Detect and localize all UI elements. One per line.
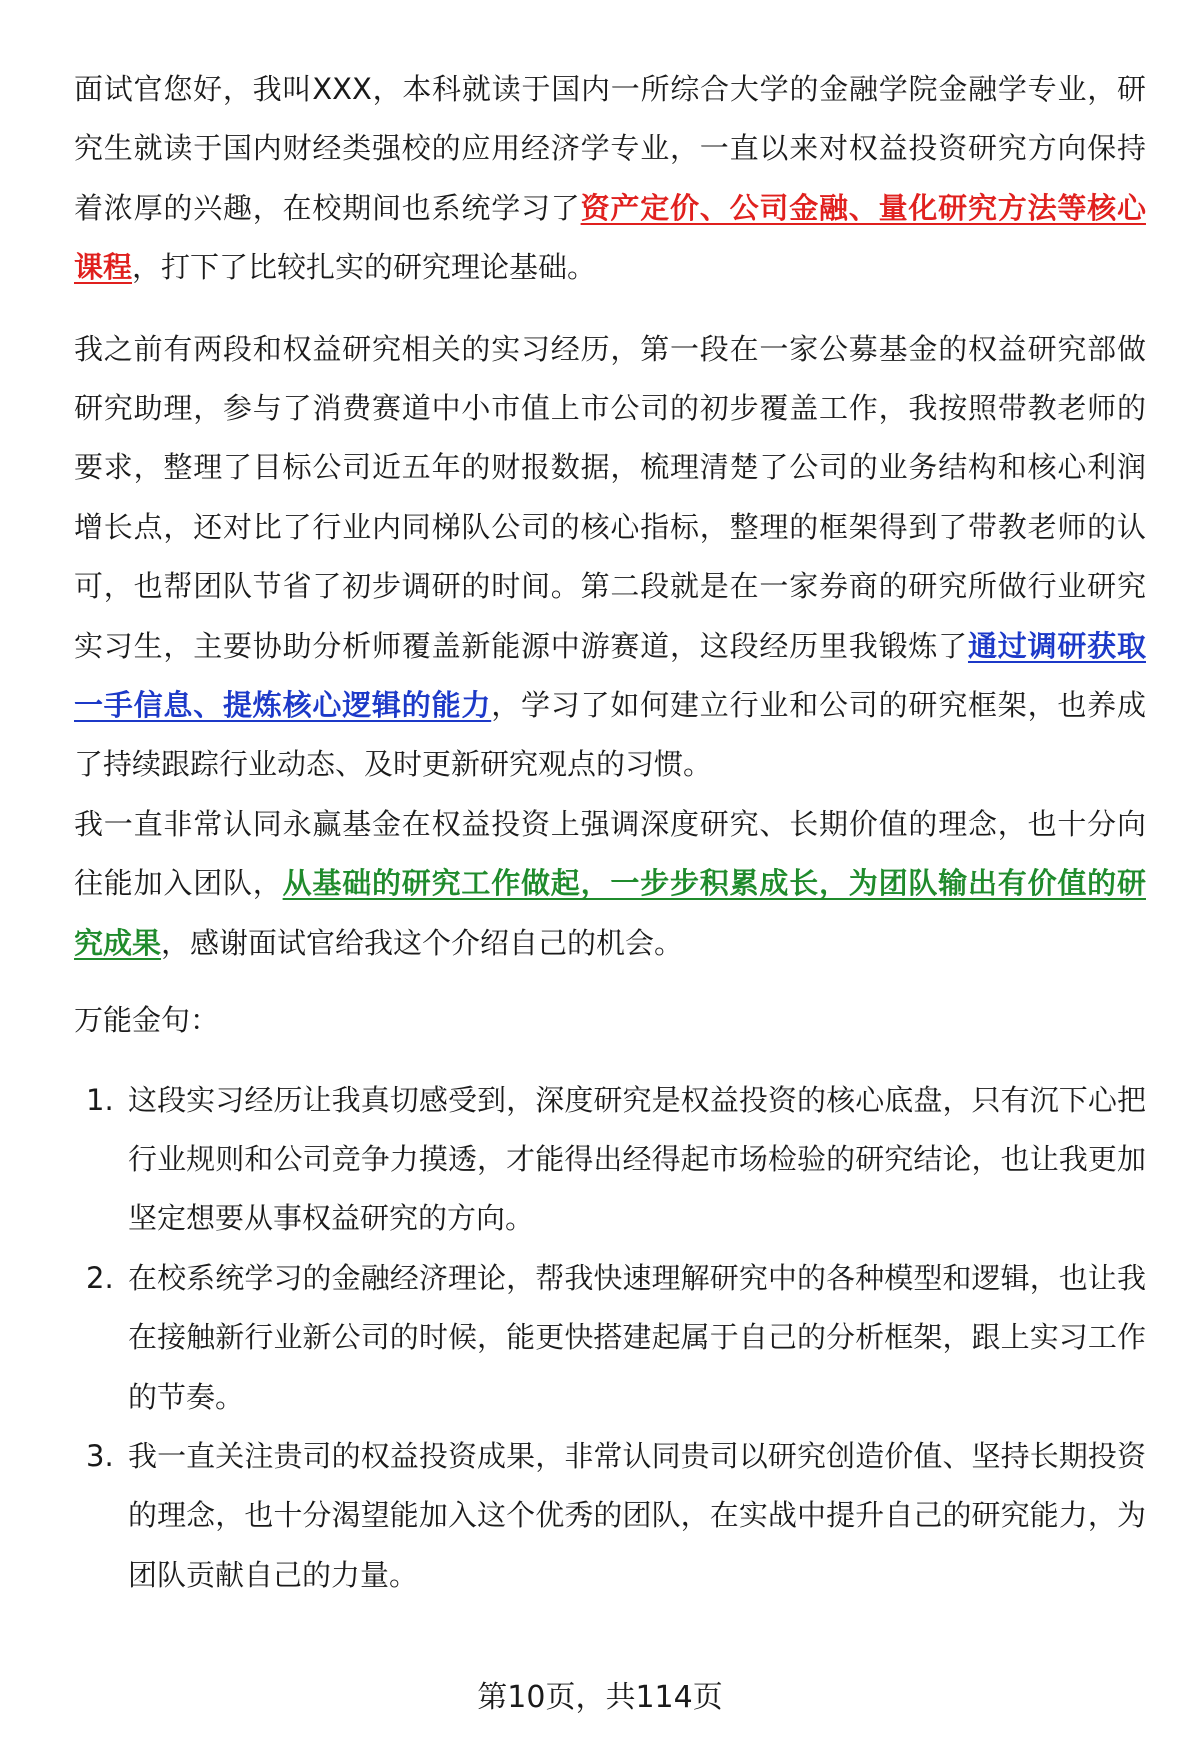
motivation-text-after: ，感谢面试官给我这个介绍自己的机会。	[161, 925, 684, 960]
list-item	[74, 1071, 1146, 1249]
motivation-text-before: 我一直非常认同永赢基金在权益投资上强调深度研究、长期价值的理念，也十分向往能加入团队，	[74, 806, 1146, 901]
list-item-text: 这段实习经历让我真切感受到，深度研究是权益投资的核心底盘，只有沉下心把行业规则和公司竞争力摸透，才能得出经得起市场检验的研究结论，也让我更加坚定想要从事权益研究的方向。	[128, 1082, 1146, 1236]
internship-highlight-blue: 通过调研获取一手信息、提炼核心逻辑的能力	[74, 628, 1146, 723]
intro-paragraph	[74, 60, 1146, 298]
list-item-text: 在校系统学习的金融经济理论，帮我快速理解研究中的各种模型和逻辑，也让我在接触新行业新公司的时候，能更快搭建起属于自己的分析框架，跟上实习工作的节奏。	[128, 1260, 1146, 1414]
motivation-paragraph	[74, 795, 1146, 973]
list-item-number: 3.	[86, 1438, 114, 1473]
list-item	[74, 1249, 1146, 1427]
internship-text-after: ，学习了如何建立行业和公司的研究框架，也养成了持续跟踪行业动态、及时更新研究观点的习惯。	[74, 688, 1146, 782]
page-number-footer: 第10页，共114页	[477, 1680, 723, 1715]
list-item-number: 2.	[86, 1260, 114, 1295]
intro-text-after: ，打下了比较扎实的研究理论基础。	[132, 250, 597, 285]
list-item-number: 1.	[86, 1082, 114, 1117]
list-item	[74, 1427, 1146, 1605]
list-item-text: 我一直关注贵司的权益投资成果，非常认同贵司以研究创造价值、坚持长期投资的理念，也十分渴望能加入这个优秀的团队，在实战中提升自己的研究能力，为团队贡献自己的力量。	[128, 1438, 1146, 1592]
golden-sentences-heading: 万能金句：	[74, 1003, 220, 1038]
intro-text-before: 面试官您好，我叫XXX，本科就读于国内一所综合大学的金融学院金融学专业，研究生就读于国内财经类强校的应用经济学专业，一直以来对权益投资研究方向保持着浓厚的兴趣，在校期间也系统学习了	[74, 72, 1146, 225]
intro-highlight-red: 资产定价、公司金融、量化研究方法等核心课程	[74, 190, 1146, 285]
internship-text-before: 我之前有两段和权益研究相关的实习经历，第一段在一家公募基金的权益研究部做研究助理，参与了消费赛道中小市值上市公司的初步覆盖工作，我按照带教老师的要求，整理了目标公司近五年的财报数据，梳理清楚了公司的业务结构和核心利润增长点，还对比了行业内同梯队公司的核心指标，整理的框架得到了带教老师的认可，也帮团队节省了初步调研的时间。第二段就是在一家券商的研究所做行业研究实习生，主要协助分析师覆盖新能源中游赛道，这段经历里我锻炼了	[74, 331, 1146, 663]
document-page	[74, 60, 1146, 1605]
golden-sentences-list	[74, 1071, 1146, 1606]
motivation-highlight-green: 从基础的研究工作做起，一步步积累成长，为团队输出有价值的研究成果	[74, 866, 1146, 960]
internship-paragraph	[74, 320, 1146, 795]
